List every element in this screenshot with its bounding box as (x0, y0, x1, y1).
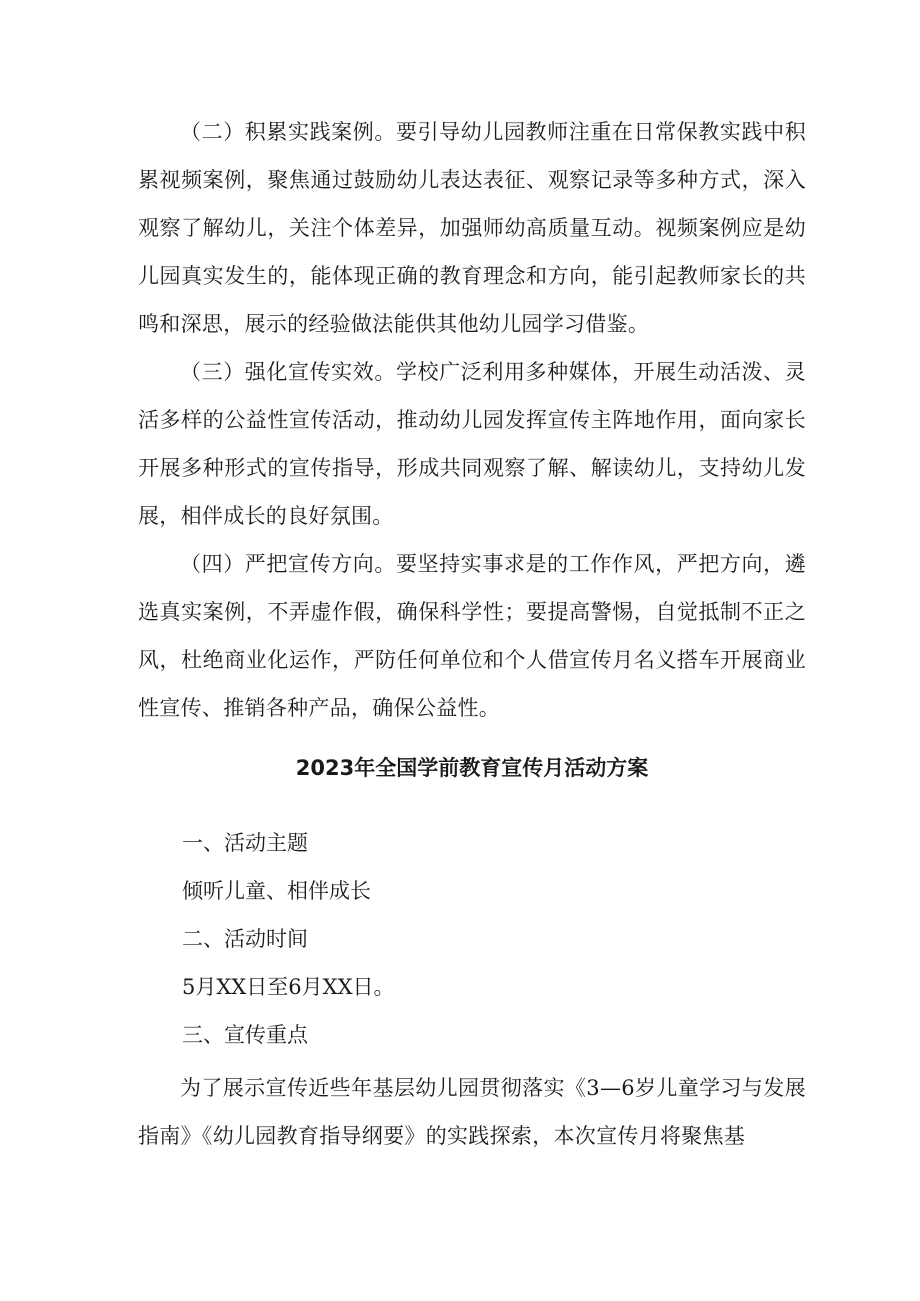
section-title: 2023年全国学前教育宣传月活动方案 (295, 756, 649, 780)
paragraph-accumulate-cases: （二）积累实践案例。要引导幼儿园教师注重在日常保教实践中积累视频案例，聚焦通过鼓励幼儿表达表征、观察记录等多种方式，深入观察了解幼儿，关注个体差异，加强师幼高质量互动。视频案例应是幼儿园真实发生的，能体现正确的教育理念和方向，能引起教师家长的共鸣和深思，展示的经验做法能供其他幼儿园学习借鉴。 (138, 120, 806, 336)
heading-activity-theme: 一、活动主题 (182, 831, 308, 855)
heading-publicity-focus: 三、宣传重点 (182, 1023, 308, 1047)
activity-theme-text: 倾听儿童、相伴成长 (182, 879, 371, 903)
activity-time-text: 5月XX日至6月XX日。 (182, 975, 395, 999)
heading-activity-time: 二、活动时间 (182, 927, 308, 951)
paragraph-publicity-focus: 为了展示宣传近些年基层幼儿园贯彻落实《3—6岁儿童学习与发展指南》《幼儿园教育指导纲要》的实践探索，本次宣传月将聚焦基 (138, 1076, 806, 1148)
paragraph-publicity-direction: （四）严把宣传方向。要坚持实事求是的工作作风，严把方向，遴选真实案例，不弄虚作假，确保科学性；要提高警惕，自觉抵制不正之风，杜绝商业化运作，严防任何单位和个人借宣传月名义搭车开展商业性宣传、推销各种产品，确保公益性。 (138, 552, 806, 720)
paragraph-strengthen-publicity: （三）强化宣传实效。学校广泛利用多种媒体，开展生动活泼、灵活多样的公益性宣传活动，推动幼儿园发挥宣传主阵地作用，面向家长开展多种形式的宣传指导，形成共同观察了解、解读幼儿，支持幼儿发展，相伴成长的良好氛围。 (138, 360, 806, 528)
